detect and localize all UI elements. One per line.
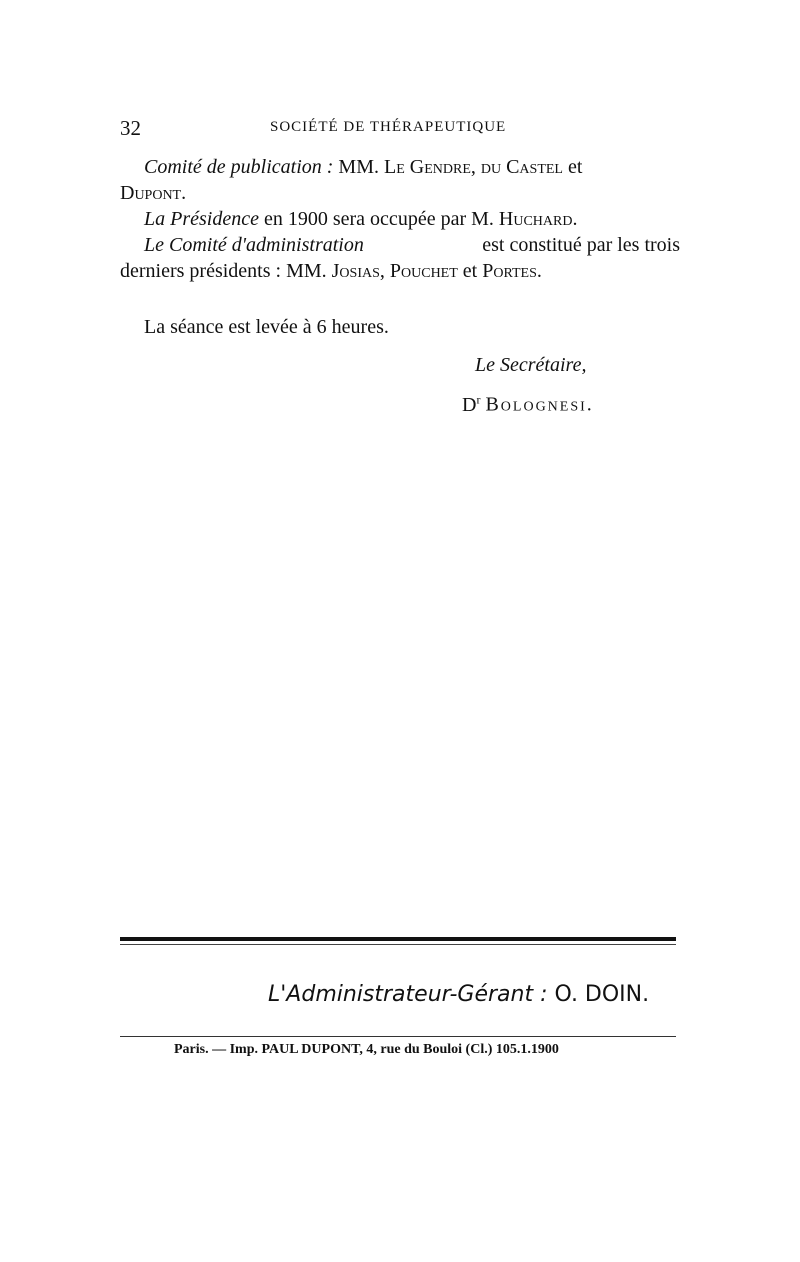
printer-imprint: Paris. — Imp. PAUL DUPONT, 4, rue du Bouloi (Cl.) 105.1.1900 <box>174 1042 559 1057</box>
paragraph-presidence <box>120 206 680 232</box>
signature-role <box>475 352 586 378</box>
page-number: 32 <box>120 116 141 140</box>
page-header <box>120 112 680 142</box>
doctor-abbrev: $D^r$ <box>462 392 481 416</box>
footer-rule <box>120 1036 676 1037</box>
comite-publication-label: Comité de publication : <box>144 156 334 178</box>
secretaire-label: Le Secrétaire, <box>475 354 587 376</box>
administrateur-gerant-line <box>268 982 649 1007</box>
gerant-label: L'Administrateur-Gérant : <box>268 982 548 1007</box>
presidence-text: en 1900 sera occupée par M. <box>263 208 494 230</box>
running-title: SOCIÉTÉ DE THÉRAPEUTIQUE <box>270 119 507 135</box>
name-huchard: Huchard. <box>498 208 578 230</box>
gerant-name: O. DOIN. <box>554 982 650 1007</box>
name-le-gendre: Le Gendre, <box>384 156 476 178</box>
name-bolognesi: Bolognesi. <box>485 393 594 416</box>
paragraph-comite-publication <box>120 154 680 206</box>
seance-line <box>120 314 680 340</box>
seance-text: La séance est levée à 6 heures. <box>144 316 389 338</box>
thin-rule <box>120 944 676 945</box>
comite-administration-label: Le Comité d'administration <box>144 234 364 256</box>
presidence-label: La Présidence <box>144 208 259 230</box>
mm-text: MM. <box>338 156 379 178</box>
et-text: et <box>568 156 583 178</box>
name-josias: Josias, <box>331 260 385 282</box>
name-pouchet: Pouchet <box>389 260 458 282</box>
comite-administration-text: est constitué par les trois <box>482 234 680 256</box>
signature-name <box>462 386 594 418</box>
thick-rule <box>120 937 676 941</box>
derniers-presidents-text: derniers présidents : MM. <box>120 260 327 282</box>
doctor-title <box>462 394 480 416</box>
paragraph-comite-administration <box>120 232 680 284</box>
name-dupont: Dupont. <box>120 182 187 204</box>
et-text-2: et <box>462 260 478 282</box>
name-portes: Portes. <box>482 260 542 282</box>
name-du-castel: du Castel <box>480 156 563 178</box>
